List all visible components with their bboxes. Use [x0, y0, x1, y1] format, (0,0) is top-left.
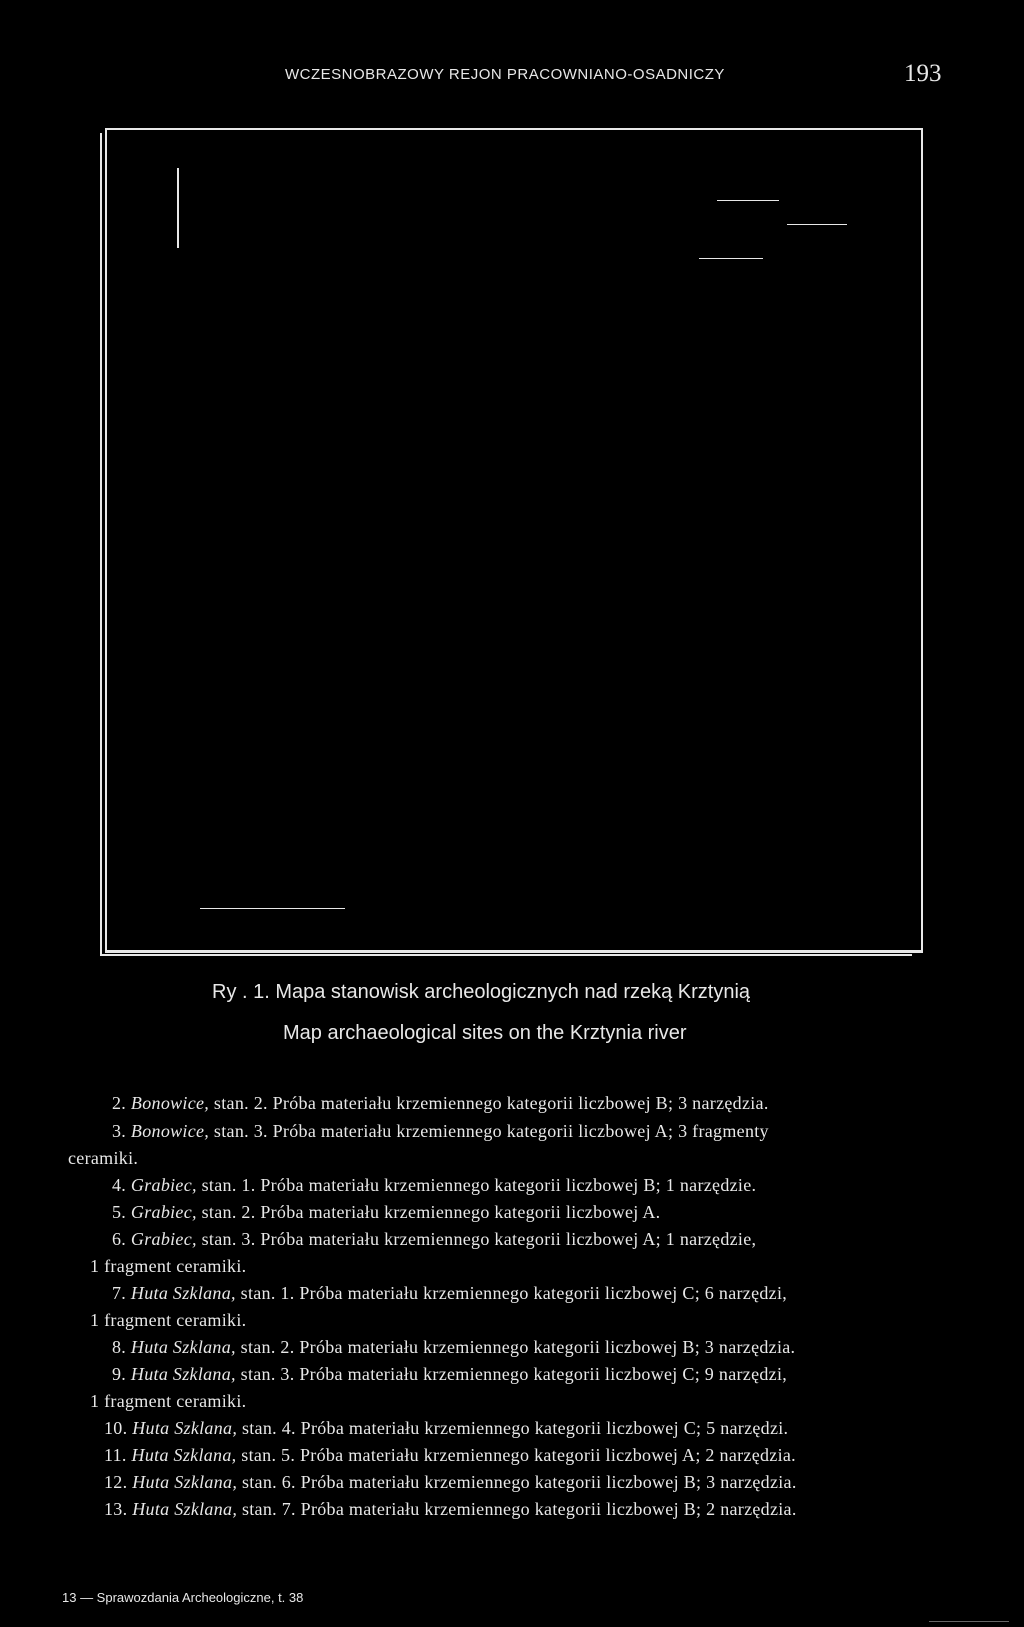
page-number: 193	[904, 60, 942, 87]
list-item: 9. Huta Szklana, stan. 3. Próba materiału krzemiennego kategorii liczbowej C; 9 narzędzi,	[112, 1364, 788, 1384]
list-item-continuation: ceramiki.	[68, 1148, 139, 1168]
map-horizontal-mark	[200, 908, 345, 909]
running-title: WCZESNOBRAZOWY REJON PRACOWNIANO-OSADNICZY	[285, 66, 725, 83]
list-item-continuation: 1 fragment ceramiki.	[90, 1256, 247, 1276]
map-horizontal-mark	[699, 258, 763, 259]
list-item: 12. Huta Szklana, stan. 6. Próba materiału krzemiennego kategorii liczbowej B; 3 narzędzia.	[104, 1472, 797, 1492]
list-item-continuation: 1 fragment ceramiki.	[90, 1391, 247, 1411]
figure-caption-english: Map archaeological sites on the Krztynia river	[283, 1022, 687, 1044]
figure-caption-polish: Ry . 1. Mapa stanowisk archeologicznych nad rzeką Krztynią	[212, 981, 751, 1003]
map-horizontal-mark	[787, 224, 847, 225]
list-item: 4. Grabiec, stan. 1. Próba materiału krzemiennego kategorii liczbowej B; 1 narzędzie.	[112, 1175, 757, 1195]
list-item: 2. Bonowice, stan. 2. Próba materiału krzemiennego kategorii liczbowej B; 3 narzędzia.	[112, 1093, 769, 1113]
map-horizontal-mark	[717, 200, 779, 201]
list-item: 11. Huta Szklana, stan. 5. Próba materiału krzemiennego kategorii liczbowej A; 2 narzędzia.	[104, 1445, 796, 1465]
map-vertical-mark	[177, 168, 179, 248]
list-item: 10. Huta Szklana, stan. 4. Próba materiału krzemiennego kategorii liczbowej C; 5 narzędzi.	[104, 1418, 789, 1438]
list-item: 13. Huta Szklana, stan. 7. Próba materiału krzemiennego kategorii liczbowej B; 2 narzędzia.	[104, 1499, 797, 1519]
corner-rule	[929, 1621, 1009, 1622]
list-item-continuation: 1 fragment ceramiki.	[90, 1310, 247, 1330]
list-item: 8. Huta Szklana, stan. 2. Próba materiału krzemiennego kategorii liczbowej B; 3 narzędzia.	[112, 1337, 796, 1357]
list-item: 3. Bonowice, stan. 3. Próba materiału krzemiennego kategorii liczbowej A; 3 fragmenty	[112, 1121, 769, 1141]
footer-signature: 13 — Sprawozdania Archeologiczne, t. 38	[62, 1590, 304, 1605]
map-figure-frame	[105, 128, 923, 953]
list-item: 5. Grabiec, stan. 2. Próba materiału krzemiennego kategorii liczbowej A.	[112, 1202, 661, 1222]
list-item: 7. Huta Szklana, stan. 1. Próba materiału krzemiennego kategorii liczbowej C; 6 narzędzi,	[112, 1283, 788, 1303]
list-item: 6. Grabiec, stan. 3. Próba materiału krzemiennego kategorii liczbowej A; 1 narzędzie,	[112, 1229, 757, 1249]
